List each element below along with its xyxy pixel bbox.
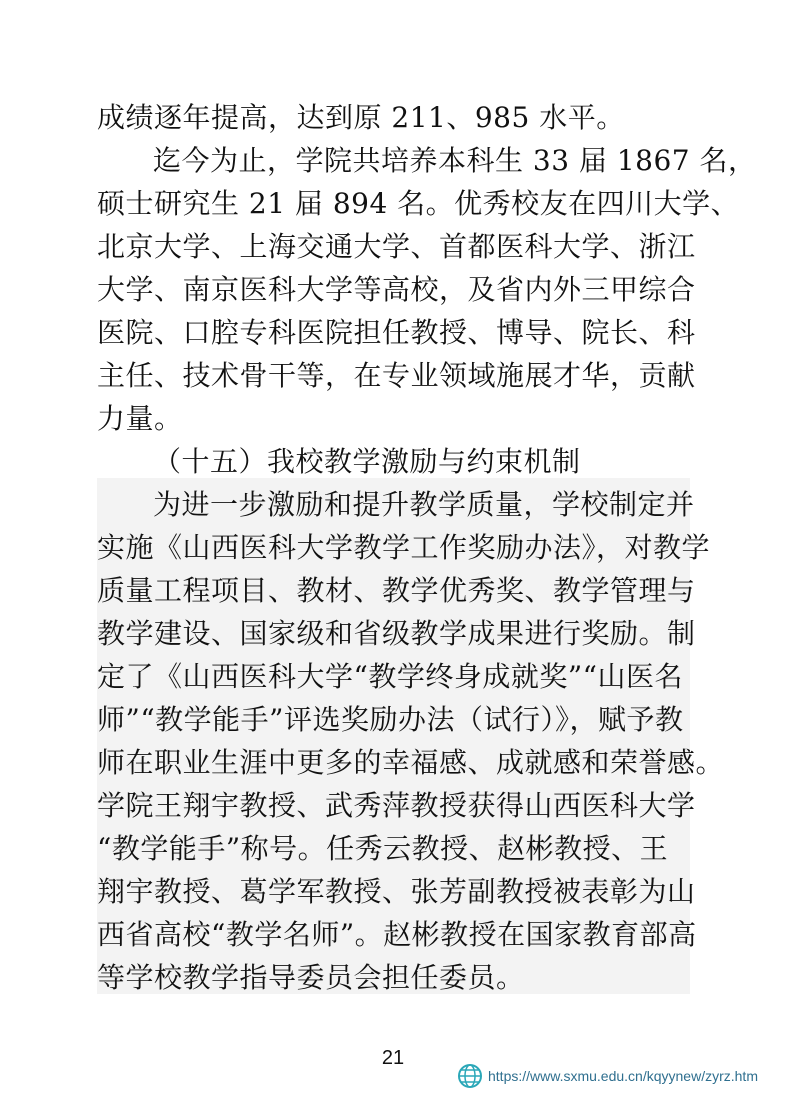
paragraph-line-7: 主任、技术骨干等，在专业领域施展才华，贡献 <box>97 359 696 392</box>
paragraph-line-4: 北京大学、上海交通大学、首都医科大学、浙江 <box>97 230 696 263</box>
paragraph-line-1: 成绩逐年提高，达到原 211、985 水平。 <box>97 101 625 134</box>
paragraph-line-16: 师在职业生涯中更多的幸福感、成就感和荣誉感。 <box>97 746 725 779</box>
paragraph-line-6: 医院、口腔专科医院担任教授、博导、院长、科 <box>97 316 696 349</box>
paragraph-line-14: 定了《山西医科大学“教学终身成就奖”“山医名 <box>97 660 683 693</box>
paragraph-line-8: 力量。 <box>97 402 183 435</box>
paragraph-line-12: 质量工程项目、教材、教学优秀奖、教学管理与 <box>97 574 696 607</box>
paragraph-line-18: “教学能手”称号。任秀云教授、赵彬教授、王 <box>97 832 669 865</box>
paragraph-line-5: 大学、南京医科大学等高校，及省内外三甲综合 <box>97 273 696 306</box>
paragraph-line-21: 等学校教学指导委员会担任委员。 <box>97 961 525 994</box>
paragraph-line-3: 硕士研究生 21 届 894 名。优秀校友在四川大学、 <box>97 187 740 220</box>
section-heading: （十五）我校教学激励与约束机制 <box>153 445 581 478</box>
paragraph-line-20: 西省高校“教学名师”。赵彬教授在国家教育部高 <box>97 918 697 951</box>
paragraph-line-10: 为进一步激励和提升教学质量，学校制定并 <box>153 488 695 521</box>
paragraph-line-2: 迄今为止，学院共培养本科生 33 届 1867 名， <box>153 144 757 177</box>
paragraph-line-17: 学院王翔宇教授、武秀萍教授获得山西医科大学 <box>97 789 696 822</box>
footer-url-text: https://www.sxmu.edu.cn/kqyynew/zyrz.htm <box>488 1068 758 1084</box>
paragraph-line-13: 教学建设、国家级和省级教学成果进行奖励。制 <box>97 617 696 650</box>
paragraph-line-15: 师”“教学能手”评选奖励办法（试行）》，赋予教 <box>97 703 684 736</box>
globe-icon <box>456 1062 484 1090</box>
paragraph-line-11: 实施《山西医科大学教学工作奖励办法》，对教学 <box>97 531 711 564</box>
footer-url-watermark <box>456 1062 776 1090</box>
page-number: 21 <box>381 1047 405 1069</box>
paragraph-line-19: 翔宇教授、葛学军教授、张芳副教授被表彰为山 <box>97 875 696 908</box>
